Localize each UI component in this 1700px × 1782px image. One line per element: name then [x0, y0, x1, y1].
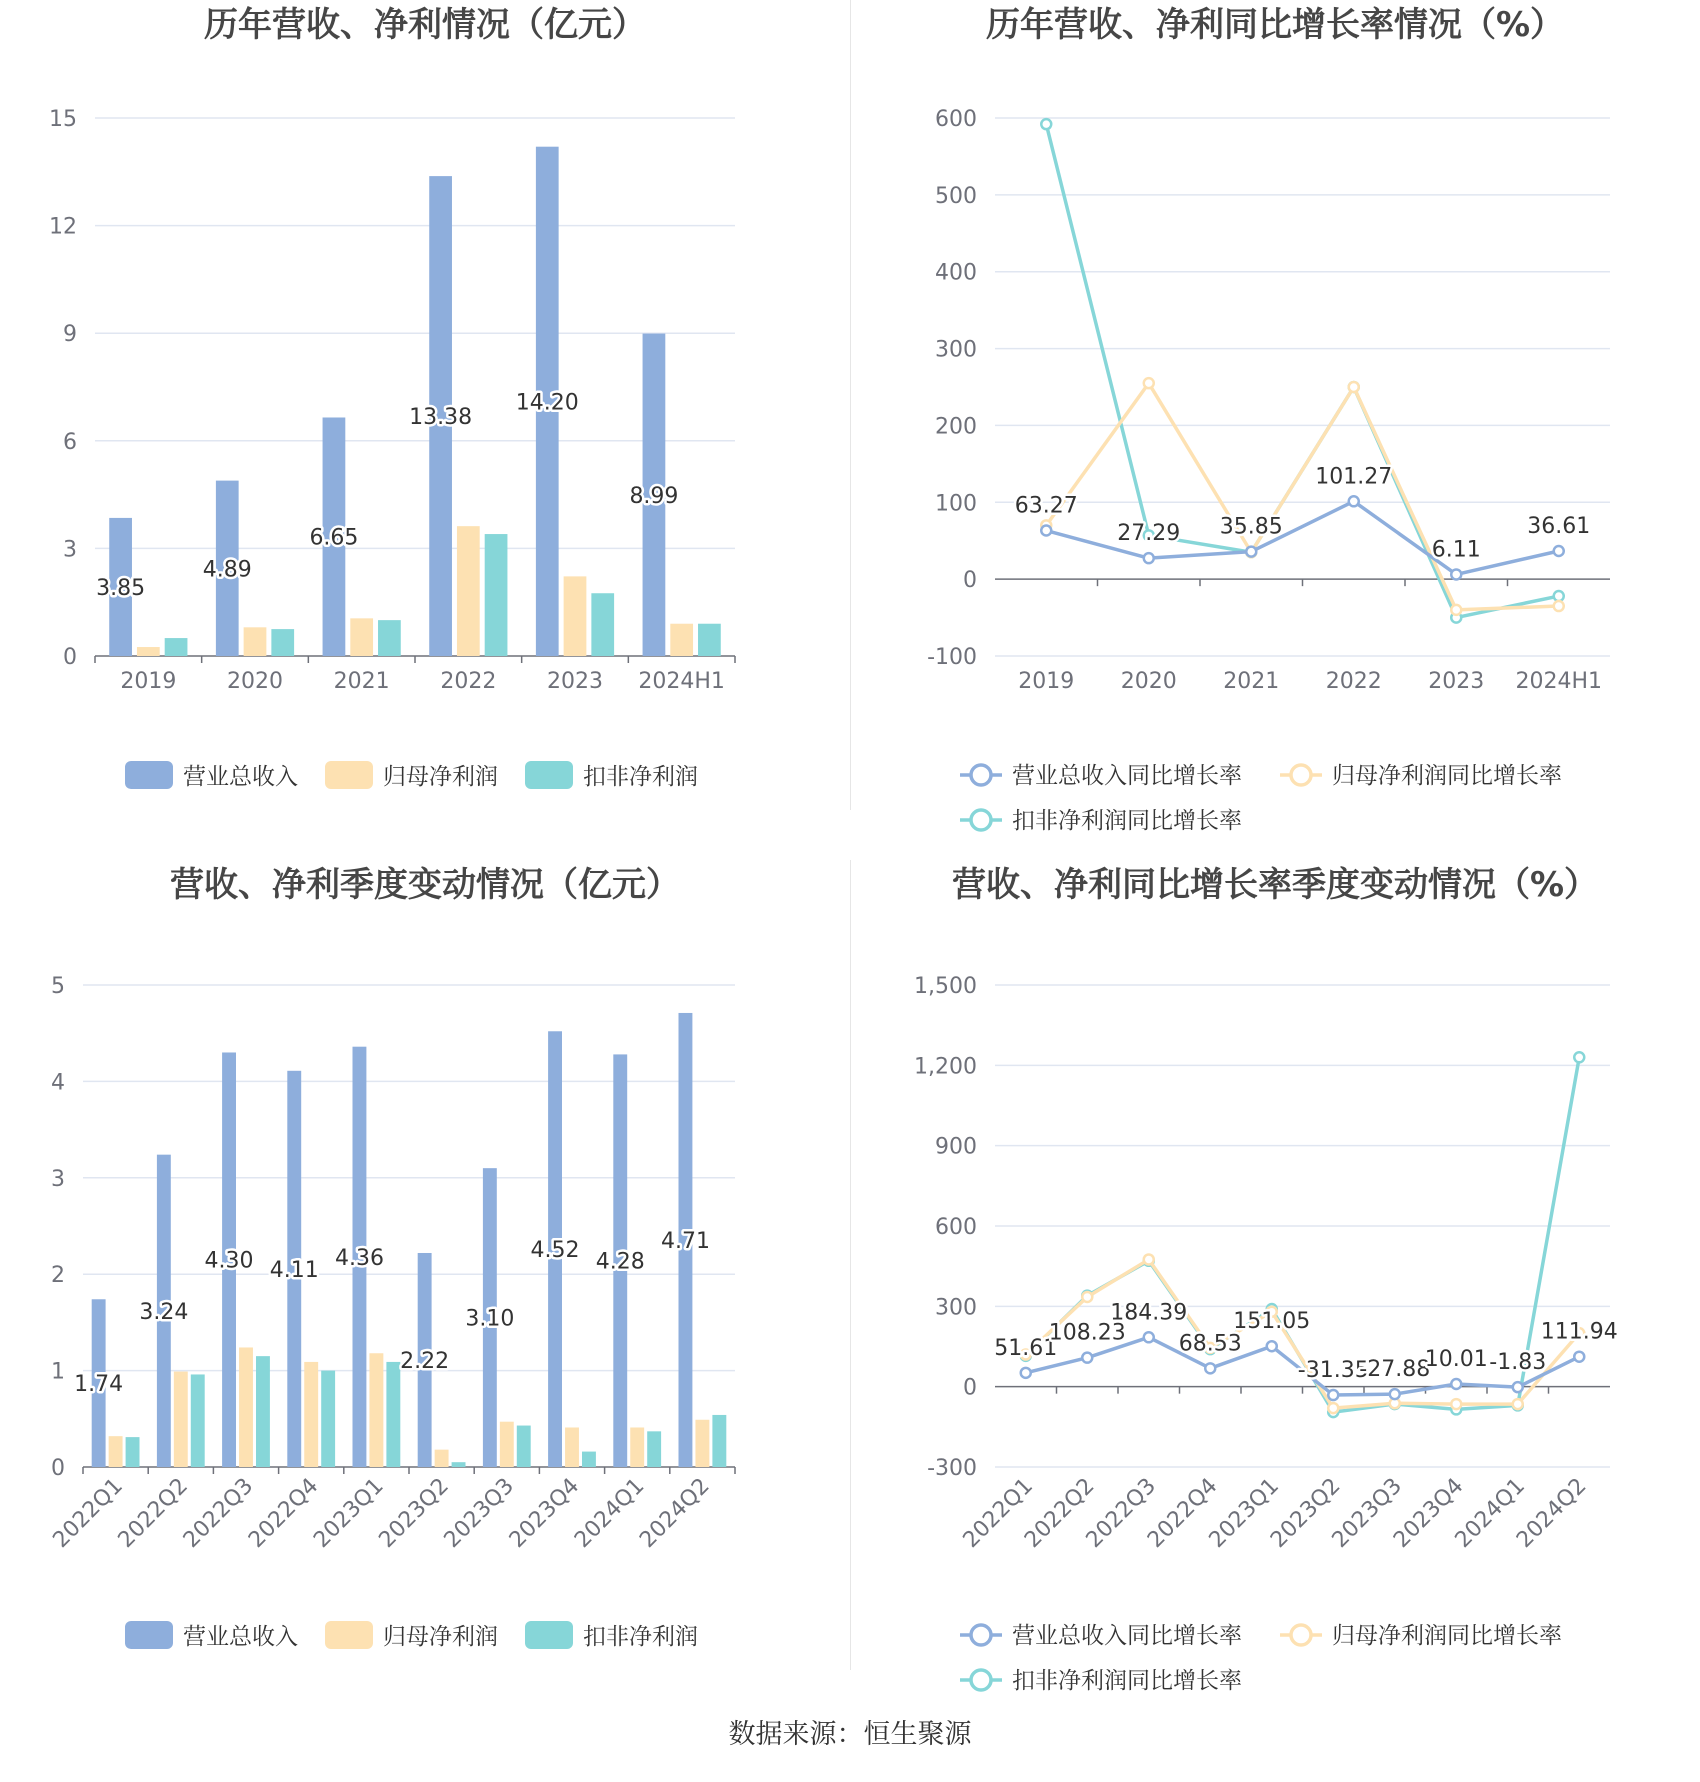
- annual-values-title: 历年营收、净利情况（亿元）: [204, 5, 646, 45]
- bar-deducted-profit: [378, 620, 401, 656]
- x-tick-label: 2023Q1: [1204, 1473, 1284, 1553]
- x-tick-label: 2022Q2: [1020, 1473, 1100, 1553]
- x-tick-label: 2022Q1: [958, 1473, 1038, 1553]
- data-point: [1390, 1389, 1400, 1399]
- bar-net-profit: [174, 1372, 188, 1467]
- y-tick-label: 300: [935, 1295, 977, 1321]
- data-point: [1144, 1254, 1154, 1264]
- bar-net-profit: [137, 647, 160, 656]
- y-tick-label: 500: [935, 183, 977, 209]
- bar-net-profit: [564, 576, 587, 656]
- bar-net-profit: [369, 1353, 383, 1467]
- legend-marker: [971, 765, 991, 785]
- y-tick-label: 3: [63, 537, 77, 563]
- x-tick-label: 2021: [333, 669, 390, 694]
- legend-marker: [1291, 1625, 1311, 1645]
- bar-net-profit: [239, 1347, 253, 1467]
- bar-deducted-profit: [582, 1452, 596, 1467]
- y-tick-label: 2: [51, 1263, 65, 1289]
- x-tick-label: 2024Q1: [570, 1473, 650, 1553]
- data-point: [1451, 605, 1461, 615]
- data-point: [1246, 547, 1256, 557]
- data-label: 111.94: [1540, 1319, 1618, 1345]
- legend-marker: [971, 1625, 991, 1645]
- data-point: [1574, 1352, 1584, 1362]
- y-tick-label: 200: [935, 414, 977, 440]
- bar-deducted-profit: [191, 1374, 205, 1467]
- data-label: 3.10: [465, 1306, 515, 1332]
- data-label: 8.99: [629, 483, 679, 509]
- x-tick-label: 2021: [1223, 669, 1280, 694]
- y-tick-label: 600: [935, 107, 977, 132]
- bar-deducted-profit: [712, 1415, 726, 1467]
- x-tick-label: 2022Q4: [1143, 1473, 1223, 1553]
- x-tick-label: 2024H1: [638, 669, 725, 694]
- data-label: 68.53: [1178, 1331, 1242, 1357]
- data-label: 2.22: [400, 1348, 450, 1374]
- x-tick-label: 2023Q2: [1266, 1473, 1346, 1553]
- y-tick-label: 0: [963, 568, 977, 594]
- x-tick-label: 2023: [1428, 669, 1485, 694]
- y-tick-label: 0: [63, 645, 77, 670]
- legend-swatch: [525, 1621, 573, 1649]
- data-label: 184.39: [1110, 1300, 1188, 1326]
- data-label: -27.88: [1359, 1357, 1431, 1383]
- bar-deducted-profit: [126, 1437, 140, 1467]
- legend-label: 扣非净利润同比增长率: [1012, 1668, 1242, 1694]
- data-point: [1513, 1382, 1523, 1392]
- legend-label: 营业总收入: [183, 764, 298, 790]
- bar-net-profit: [244, 627, 267, 656]
- quarterly-values-svg: [0, 860, 850, 1720]
- y-tick-label: 900: [935, 1134, 977, 1160]
- annual-values-svg: [0, 0, 850, 860]
- legend-label: 营业总收入同比增长率: [1012, 763, 1242, 789]
- y-tick-label: 400: [935, 260, 977, 286]
- legend-swatch: [125, 761, 173, 789]
- legend-label: 扣非净利润: [583, 1624, 698, 1650]
- bar-deducted-profit: [386, 1362, 400, 1467]
- legend-label: 扣非净利润: [583, 764, 698, 790]
- data-point: [1082, 1292, 1092, 1302]
- bar-net-profit: [304, 1362, 318, 1467]
- x-tick-label: 2023Q2: [374, 1473, 454, 1553]
- bar-net-profit: [630, 1427, 644, 1467]
- data-label: 151.05: [1233, 1309, 1311, 1335]
- data-label: 101.27: [1315, 464, 1393, 490]
- data-label: 10.01: [1424, 1346, 1488, 1372]
- quarterly-growth-title: 营收、净利同比增长率季度变动情况（%）: [951, 865, 1599, 905]
- y-tick-label: 1,200: [914, 1054, 977, 1080]
- x-tick-label: 2024H1: [1515, 669, 1603, 694]
- data-label: 35.85: [1219, 514, 1283, 540]
- data-point: [1041, 119, 1051, 129]
- data-point: [1267, 1341, 1277, 1351]
- y-tick-label: 3: [51, 1166, 65, 1192]
- data-label: 4.36: [334, 1245, 384, 1271]
- data-point: [1082, 1353, 1092, 1363]
- bar-deducted-profit: [485, 534, 508, 656]
- legend-label: 营业总收入同比增长率: [1012, 1623, 1242, 1649]
- data-point: [1554, 601, 1564, 611]
- data-label: -1.83: [1489, 1350, 1547, 1376]
- divider-top: [850, 0, 851, 810]
- data-label: 108.23: [1048, 1320, 1126, 1346]
- legend-label: 扣非净利润同比增长率: [1012, 808, 1242, 834]
- divider-bottom: [850, 860, 851, 1670]
- y-tick-label: 300: [935, 337, 977, 363]
- bar-deducted-profit: [698, 624, 721, 656]
- bar-net-profit: [500, 1422, 514, 1467]
- x-tick-label: 2022Q3: [178, 1473, 259, 1553]
- bar-net-profit: [695, 1420, 709, 1467]
- data-point: [1328, 1390, 1338, 1400]
- bar-net-profit: [565, 1427, 579, 1467]
- data-label: 4.28: [595, 1249, 645, 1275]
- data-point: [1349, 382, 1359, 392]
- annual-growth-svg: [850, 0, 1700, 860]
- data-point: [1554, 546, 1564, 556]
- x-tick-label: 2019: [1018, 669, 1075, 694]
- data-point: [1144, 378, 1154, 388]
- bar-deducted-profit: [591, 593, 614, 656]
- legend-marker: [971, 810, 991, 830]
- x-tick-label: 2020: [1120, 669, 1177, 694]
- x-tick-label: 2023: [547, 669, 603, 694]
- data-point: [1205, 1363, 1215, 1373]
- annual-growth-chart: [850, 0, 1700, 860]
- data-point: [1513, 1399, 1523, 1409]
- quarterly-values-title: 营收、净利季度变动情况（亿元）: [170, 865, 680, 905]
- y-tick-label: 1: [51, 1359, 65, 1385]
- data-label: 51.61: [994, 1335, 1058, 1361]
- y-tick-label: 100: [935, 491, 977, 517]
- x-tick-label: 2019: [120, 669, 177, 694]
- quarterly-values-chart: [0, 860, 850, 1720]
- data-point: [1451, 569, 1461, 579]
- legend-label: 归母净利润: [383, 764, 498, 790]
- y-tick-label: -100: [927, 645, 977, 670]
- x-tick-label: 2020: [227, 669, 283, 694]
- annual-growth-title: 历年营收、净利同比增长率情况（%）: [985, 5, 1565, 45]
- data-point: [1328, 1403, 1338, 1413]
- y-tick-label: 0: [51, 1456, 65, 1481]
- data-point: [1144, 553, 1154, 563]
- data-label: 6.65: [309, 525, 359, 551]
- data-label: 3.24: [139, 1299, 189, 1325]
- data-point: [1451, 1379, 1461, 1389]
- legend-marker: [1291, 765, 1311, 785]
- y-tick-label: 9: [63, 322, 77, 348]
- data-point: [1574, 1052, 1584, 1062]
- quarterly-growth-chart: [850, 860, 1700, 1720]
- legend-label: 归母净利润: [383, 1624, 498, 1650]
- bar-net-profit: [109, 1436, 123, 1467]
- y-tick-label: -300: [927, 1456, 977, 1481]
- legend-swatch: [525, 761, 573, 789]
- data-label: 13.38: [409, 405, 473, 431]
- x-tick-label: 2023Q1: [309, 1473, 389, 1553]
- x-tick-label: 2023Q4: [504, 1473, 585, 1553]
- data-label: 3.85: [96, 575, 146, 601]
- y-tick-label: 0: [963, 1375, 977, 1401]
- bar-deducted-profit: [452, 1462, 466, 1467]
- x-tick-label: 2023Q4: [1389, 1473, 1469, 1553]
- bar-deducted-profit: [271, 629, 294, 656]
- series-line-1: [1046, 383, 1559, 610]
- y-tick-label: 4: [51, 1070, 65, 1096]
- bar-net-profit: [457, 526, 480, 656]
- legend-swatch: [325, 1621, 373, 1649]
- legend-marker: [971, 1670, 991, 1690]
- y-tick-label: 12: [49, 214, 77, 240]
- y-tick-label: 15: [49, 107, 77, 132]
- data-label: 27.29: [1117, 521, 1181, 547]
- data-label: 4.89: [202, 557, 252, 583]
- y-tick-label: 1,500: [914, 974, 977, 999]
- x-tick-label: 2024Q2: [635, 1473, 715, 1553]
- data-label: -31.35: [1297, 1358, 1369, 1384]
- x-tick-label: 2022Q1: [48, 1473, 128, 1553]
- data-label: 1.74: [74, 1372, 124, 1398]
- data-label: 14.20: [515, 390, 579, 416]
- data-source: 数据来源：恒生聚源: [728, 1719, 972, 1750]
- data-label: 63.27: [1014, 493, 1078, 519]
- x-tick-label: 2022Q4: [244, 1473, 324, 1553]
- x-tick-label: 2023Q3: [1327, 1473, 1407, 1553]
- legend-label: 归母净利润同比增长率: [1332, 763, 1562, 789]
- bar-net-profit: [670, 624, 693, 656]
- data-label: 4.11: [269, 1257, 319, 1283]
- data-point: [1451, 1399, 1461, 1409]
- bar-deducted-profit: [256, 1356, 270, 1467]
- data-point: [1144, 1332, 1154, 1342]
- bar-deducted-profit: [647, 1431, 661, 1467]
- data-label: 4.30: [204, 1248, 254, 1274]
- x-tick-label: 2024Q1: [1450, 1473, 1530, 1553]
- bar-net-profit: [350, 618, 373, 656]
- bar-deducted-profit: [321, 1371, 335, 1467]
- quarterly-growth-svg: [850, 860, 1700, 1720]
- x-tick-label: 2022: [440, 669, 497, 694]
- x-tick-label: 2022: [1325, 669, 1382, 694]
- legend-label: 归母净利润同比增长率: [1332, 1623, 1562, 1649]
- data-label: 6.11: [1431, 537, 1481, 563]
- x-tick-label: 2024Q2: [1512, 1473, 1592, 1553]
- x-tick-label: 2022Q2: [113, 1473, 194, 1553]
- data-point: [1021, 1368, 1031, 1378]
- bar-deducted-profit: [517, 1426, 531, 1467]
- x-tick-label: 2022Q3: [1081, 1473, 1161, 1553]
- annual-values-chart: [0, 0, 850, 860]
- bar-deducted-profit: [165, 638, 188, 656]
- legend-swatch: [125, 1621, 173, 1649]
- data-label: 4.71: [660, 1228, 710, 1254]
- x-tick-label: 2023Q3: [439, 1473, 520, 1553]
- data-point: [1041, 526, 1051, 536]
- data-point: [1349, 496, 1359, 506]
- legend-swatch: [325, 761, 373, 789]
- bar-net-profit: [435, 1450, 449, 1467]
- legend-label: 营业总收入: [183, 1624, 298, 1650]
- y-tick-label: 600: [935, 1215, 977, 1240]
- data-label: 4.52: [530, 1238, 580, 1264]
- y-tick-label: 5: [51, 974, 65, 999]
- data-point: [1554, 591, 1564, 601]
- data-label: 36.61: [1527, 514, 1591, 540]
- y-tick-label: 6: [63, 429, 77, 455]
